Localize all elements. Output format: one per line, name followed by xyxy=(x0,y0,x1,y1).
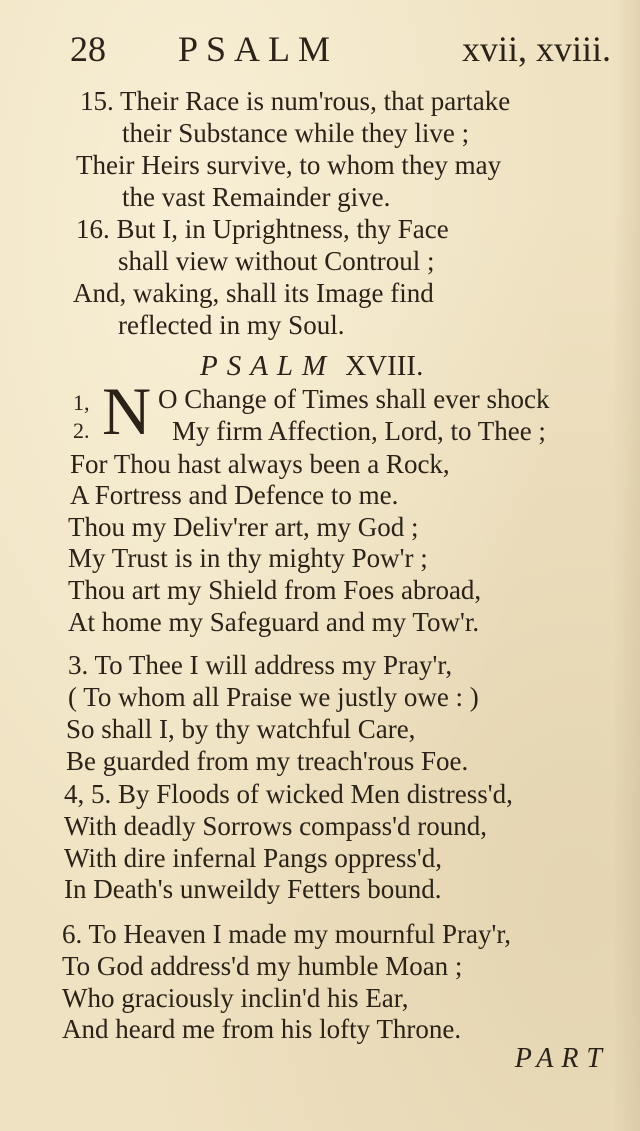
verse-line: For Thou hast always been a Rock, xyxy=(70,449,450,479)
verse-line: Who graciously inclin'd his Ear, xyxy=(62,983,409,1013)
section-heading-prefix: PSALM xyxy=(200,350,336,382)
verse-line: 4, 5. By Floods of wicked Men distress'd, xyxy=(64,779,513,809)
verse-line: Thou art my Shield from Foes abroad, xyxy=(68,575,482,605)
drop-cap: N xyxy=(102,373,152,449)
running-subtitle: xvii, xviii. xyxy=(462,29,612,69)
verse-number: 1, xyxy=(73,390,90,415)
verse-line: 16. But I, in Uprightness, thy Face xyxy=(76,214,449,244)
verse-line: reflected in my Soul. xyxy=(118,310,345,340)
verse-line: O Change of Times shall ever shock xyxy=(158,384,550,414)
section-heading xyxy=(200,350,423,383)
verse-line: Their Heirs survive, to whom they may xyxy=(76,150,502,180)
verse-line: My firm Affection, Lord, to Thee ; xyxy=(172,416,546,446)
verse-line: With deadly Sorrows compass'd round, xyxy=(64,811,487,841)
verse-line: A Fortress and Defence to me. xyxy=(70,480,399,510)
page-edge-shadow xyxy=(612,0,640,1131)
verse-line: shall view without Controul ; xyxy=(118,246,435,276)
verse-line: At home my Safeguard and my Tow'r. xyxy=(68,607,480,637)
verse-number: 2. xyxy=(73,418,90,443)
verse-line: Thou my Deliv'rer art, my God ; xyxy=(68,512,419,542)
verse-line: Be guarded from my treach'rous Foe. xyxy=(66,746,469,776)
verse-line: And heard me from his lofty Throne. xyxy=(62,1014,462,1044)
verse-line: With dire infernal Pangs oppress'd, xyxy=(64,843,442,873)
verse-line: In Death's unweildy Fetters bound. xyxy=(64,874,442,904)
verse-line: their Substance while they live ; xyxy=(122,118,470,148)
running-header xyxy=(70,28,612,78)
verse-line: And, waking, shall its Image find xyxy=(73,278,434,308)
verse-line: 3. To Thee I will address my Pray'r, xyxy=(68,650,453,680)
catchword: PART xyxy=(514,1043,610,1074)
verse-line: To God address'd my humble Moan ; xyxy=(62,951,463,981)
verse-line: the vast Remainder give. xyxy=(122,182,391,212)
verse-line: So shall I, by thy watchful Care, xyxy=(66,714,416,744)
verse-line: ( To whom all Praise we justly owe : ) xyxy=(68,682,479,712)
section-heading-number: XVIII. xyxy=(345,350,424,382)
verse-line: My Trust is in thy mighty Pow'r ; xyxy=(68,543,428,573)
page-number: 28 xyxy=(70,29,106,69)
running-title: PSALM xyxy=(178,29,339,69)
verse-line: 6. To Heaven I made my mournful Pray'r, xyxy=(62,919,512,949)
verse-line: 15. Their Race is num'rous, that partake xyxy=(80,86,511,116)
